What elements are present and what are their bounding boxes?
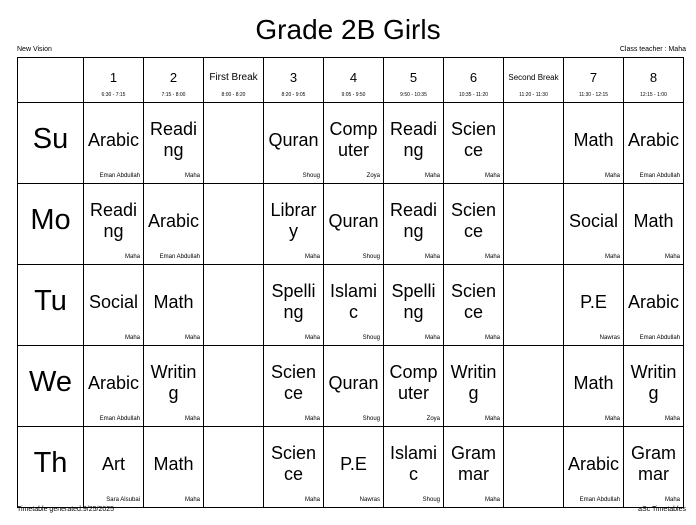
subject-line-1: Scien <box>450 281 497 301</box>
lesson-cell <box>384 103 444 184</box>
lesson-teacher: Maha <box>304 335 320 341</box>
lesson-teacher: Maha <box>304 497 320 503</box>
lesson-subject <box>384 443 443 485</box>
day-cell <box>18 103 84 184</box>
lesson-teacher: Maha <box>484 497 500 503</box>
lesson-cell <box>384 265 444 346</box>
lesson-subject <box>624 130 683 151</box>
lesson-subject <box>324 211 383 232</box>
period-header <box>324 58 384 103</box>
lesson-teacher: Maha <box>664 416 680 422</box>
day-name: Th <box>33 447 68 479</box>
lesson-cell <box>444 103 504 184</box>
timetable-grid <box>17 57 684 508</box>
subject-line-2: mar <box>458 464 489 484</box>
lesson-subject <box>264 130 323 151</box>
day-name: Tu <box>34 285 67 317</box>
lesson-teacher: Maha <box>484 335 500 341</box>
subject-line-1: Math <box>633 211 674 231</box>
lesson-teacher: Shoug <box>362 416 380 422</box>
lesson-teacher: Maha <box>604 254 620 260</box>
lesson-teacher: Eman Abdullah <box>639 173 680 179</box>
lesson-teacher: Maha <box>484 416 500 422</box>
lesson-teacher: Shoug <box>422 497 440 503</box>
lesson-cell <box>204 346 264 427</box>
period-header <box>84 58 144 103</box>
period-header <box>504 58 564 103</box>
period-time: 9:05 - 9:50 <box>341 92 366 98</box>
subject-line-2: uter <box>337 140 370 160</box>
lesson-subject <box>564 130 623 151</box>
lesson-cell <box>204 427 264 508</box>
period-time: 8:00 - 8:20 <box>221 92 246 98</box>
timetable-title: Grade 2B Girls <box>255 14 441 45</box>
subject-line-1: Readi <box>389 200 438 220</box>
lesson-teacher: Maha <box>484 254 500 260</box>
subject-line-1: Arabic <box>567 454 620 474</box>
period-header <box>264 58 324 103</box>
lesson-subject <box>384 362 443 404</box>
lesson-teacher: Maha <box>604 416 620 422</box>
lesson-subject <box>624 211 683 232</box>
period-time: 11:30 - 12:15 <box>578 92 609 98</box>
lesson-teacher: Eman Abdullah <box>639 335 680 341</box>
lesson-cell <box>84 427 144 508</box>
lesson-teacher: Maha <box>184 497 200 503</box>
lesson-subject <box>84 292 143 313</box>
subject-line-2: ng <box>103 221 124 241</box>
subject-line-2: c <box>349 302 358 322</box>
lesson-cell <box>264 265 324 346</box>
subject-line-2: ng <box>283 302 304 322</box>
lesson-teacher: Maha <box>184 416 200 422</box>
day-cell <box>18 427 84 508</box>
lesson-teacher: Maha <box>124 254 140 260</box>
subject-line-2: y <box>289 221 298 241</box>
lesson-cell <box>444 265 504 346</box>
day-name: Su <box>32 123 69 155</box>
subject-line-2: ce <box>463 140 483 160</box>
lesson-subject <box>624 362 683 404</box>
period-name: 1 <box>109 70 118 85</box>
day-cell <box>18 184 84 265</box>
lesson-cell <box>504 265 564 346</box>
lesson-cell <box>504 184 564 265</box>
lesson-teacher: Zoya <box>426 416 440 422</box>
lesson-cell <box>444 427 504 508</box>
lesson-cell <box>624 265 684 346</box>
subject-line-1: Gram <box>631 443 676 463</box>
lesson-cell <box>144 346 204 427</box>
period-name: 3 <box>289 70 298 85</box>
subject-line-1: Scien <box>450 119 497 139</box>
lesson-subject <box>564 292 623 313</box>
lesson-subject <box>144 292 203 313</box>
lesson-subject <box>384 200 443 242</box>
subject-line-2: g <box>468 383 479 403</box>
subject-line-1: Art <box>101 454 125 474</box>
lesson-teacher: Maha <box>304 254 320 260</box>
period-name: 8 <box>649 70 658 85</box>
lesson-subject <box>84 130 143 151</box>
day-name: Mo <box>30 204 71 236</box>
day-row <box>18 103 684 184</box>
period-time: 11:20 - 11:30 <box>519 92 548 98</box>
lesson-teacher: Maha <box>184 335 200 341</box>
subject-line-1: Spelli <box>271 281 316 301</box>
subject-line-1: P.E <box>340 454 367 474</box>
lesson-teacher: Maha <box>484 173 500 179</box>
lesson-subject <box>264 281 323 323</box>
lesson-cell <box>624 427 684 508</box>
lesson-cell <box>84 346 144 427</box>
lesson-cell <box>384 427 444 508</box>
lesson-cell <box>564 184 624 265</box>
period-name: 4 <box>349 70 358 85</box>
lesson-teacher: Zoya <box>366 173 380 179</box>
subject-line-2: ce <box>283 383 303 403</box>
subject-line-1: Scien <box>270 443 317 463</box>
subject-line-2: mar <box>638 464 669 484</box>
lesson-subject <box>144 454 203 475</box>
lesson-cell <box>324 346 384 427</box>
lesson-teacher: Maha <box>664 497 680 503</box>
subject-line-1: Comp <box>389 362 438 382</box>
generated-date: Timetable generated:9/25/2025 <box>17 506 115 513</box>
lesson-teacher: Eman Abdullah <box>159 254 200 260</box>
lesson-cell <box>144 265 204 346</box>
subject-line-1: Math <box>153 292 194 312</box>
day-cell <box>18 346 84 427</box>
lesson-teacher: Maha <box>664 254 680 260</box>
lesson-cell <box>204 265 264 346</box>
period-time: 10:35 - 11:20 <box>458 92 489 98</box>
subject-line-2: ng <box>403 221 424 241</box>
lesson-cell <box>624 103 684 184</box>
lesson-subject <box>444 443 503 485</box>
school-name: New Vision <box>17 46 52 53</box>
lesson-cell <box>444 346 504 427</box>
lesson-cell <box>144 103 204 184</box>
period-header <box>564 58 624 103</box>
lesson-cell <box>624 346 684 427</box>
lesson-subject <box>324 454 383 475</box>
subject-line-1: Librar <box>270 200 317 220</box>
lesson-cell <box>84 265 144 346</box>
lesson-teacher: Maha <box>184 173 200 179</box>
lesson-subject <box>144 119 203 161</box>
subject-line-1: Math <box>573 130 614 150</box>
subject-line-1: Quran <box>328 211 379 231</box>
lesson-subject <box>444 362 503 404</box>
subject-line-1: Math <box>573 373 614 393</box>
subject-line-1: P.E <box>580 292 607 312</box>
period-name: 6 <box>469 70 478 85</box>
lesson-teacher: Nawras <box>599 335 620 341</box>
period-name: Second Break <box>508 73 559 82</box>
subject-line-1: Math <box>153 454 194 474</box>
subject-line-1: Quran <box>268 130 319 150</box>
period-header <box>144 58 204 103</box>
subject-line-2: c <box>409 464 418 484</box>
lesson-teacher: Nawras <box>359 497 380 503</box>
subject-line-2: ng <box>403 302 424 322</box>
lesson-teacher: Maha <box>604 173 620 179</box>
lesson-subject <box>264 362 323 404</box>
subject-line-1: Comp <box>329 119 378 139</box>
lesson-teacher: Shoug <box>362 335 380 341</box>
day-row <box>18 346 684 427</box>
lesson-teacher: Shoug <box>302 173 320 179</box>
subject-line-1: Readi <box>389 119 438 139</box>
lesson-cell <box>84 103 144 184</box>
period-name: 2 <box>169 70 178 85</box>
lesson-cell <box>324 103 384 184</box>
lesson-cell <box>204 184 264 265</box>
lesson-cell <box>564 103 624 184</box>
subject-line-1: Scien <box>450 200 497 220</box>
lesson-subject <box>264 443 323 485</box>
period-name: 7 <box>589 70 598 85</box>
lesson-subject <box>324 281 383 323</box>
lesson-cell <box>564 427 624 508</box>
subject-line-1: Spelli <box>391 281 436 301</box>
lesson-cell <box>264 427 324 508</box>
subject-line-1: Writin <box>630 362 677 382</box>
subject-line-1: Social <box>88 292 139 312</box>
lesson-cell <box>324 427 384 508</box>
lesson-cell <box>504 103 564 184</box>
day-row <box>18 427 684 508</box>
lesson-cell <box>384 184 444 265</box>
subject-line-1: Quran <box>328 373 379 393</box>
period-header <box>444 58 504 103</box>
lesson-cell <box>504 427 564 508</box>
software-credit: aSc Timetables <box>638 506 686 513</box>
lesson-subject <box>84 454 143 475</box>
subject-line-2: g <box>648 383 659 403</box>
lesson-cell <box>564 346 624 427</box>
lesson-cell <box>444 184 504 265</box>
corner-cell <box>18 58 84 103</box>
lesson-cell <box>84 184 144 265</box>
lesson-subject <box>324 119 383 161</box>
lesson-teacher: Eman Abdullah <box>99 173 140 179</box>
class-teacher: Class teacher : Maha <box>619 46 686 53</box>
period-name: 5 <box>409 70 418 85</box>
lesson-teacher: Maha <box>124 335 140 341</box>
lesson-cell <box>264 346 324 427</box>
period-time: 7:15 - 8:00 <box>161 92 186 98</box>
period-time: 9:50 - 10:35 <box>400 92 427 98</box>
lesson-cell <box>264 103 324 184</box>
subject-line-1: Arabic <box>147 211 200 231</box>
lesson-subject <box>384 119 443 161</box>
lesson-cell <box>504 346 564 427</box>
subject-line-2: ng <box>163 140 184 160</box>
lesson-teacher: Maha <box>424 173 440 179</box>
day-row <box>18 265 684 346</box>
lesson-cell <box>564 265 624 346</box>
day-name: We <box>29 366 72 398</box>
lesson-cell <box>144 427 204 508</box>
subject-line-1: Social <box>568 211 619 231</box>
subject-line-2: ng <box>403 140 424 160</box>
day-cell <box>18 265 84 346</box>
subject-line-1: Writin <box>150 362 197 382</box>
lesson-cell <box>264 184 324 265</box>
subject-line-1: Arabic <box>87 130 140 150</box>
lesson-cell <box>324 184 384 265</box>
lesson-teacher: Eman Abdullah <box>99 416 140 422</box>
subject-line-2: ce <box>463 302 483 322</box>
day-row <box>18 184 684 265</box>
period-time: 6:30 - 7:15 <box>101 92 126 98</box>
subject-line-2: ce <box>463 221 483 241</box>
lesson-teacher: Maha <box>304 416 320 422</box>
lesson-cell <box>624 184 684 265</box>
lesson-teacher: Shoug <box>362 254 380 260</box>
period-header <box>384 58 444 103</box>
lesson-subject <box>384 281 443 323</box>
period-time: 8:20 - 9:05 <box>281 92 306 98</box>
lesson-cell <box>384 346 444 427</box>
lesson-teacher: Maha <box>424 335 440 341</box>
subject-line-1: Writin <box>450 362 497 382</box>
subject-line-1: Islami <box>389 443 437 463</box>
lesson-subject <box>84 373 143 394</box>
subject-line-1: Arabic <box>87 373 140 393</box>
lesson-teacher: Eman Abdullah <box>579 497 620 503</box>
lesson-cell <box>144 184 204 265</box>
subject-line-1: Readi <box>89 200 138 220</box>
subject-line-1: Readi <box>149 119 198 139</box>
period-header <box>624 58 684 103</box>
lesson-teacher: Sara Alsubai <box>106 497 140 503</box>
subject-line-1: Scien <box>270 362 317 382</box>
period-header <box>204 58 264 103</box>
subject-line-1: Arabic <box>627 292 680 312</box>
subject-line-2: g <box>168 383 179 403</box>
lesson-cell <box>324 265 384 346</box>
subject-line-1: Islami <box>329 281 377 301</box>
lesson-subject <box>444 119 503 161</box>
subject-line-1: Arabic <box>627 130 680 150</box>
lesson-cell <box>204 103 264 184</box>
lesson-subject <box>444 200 503 242</box>
lesson-subject <box>324 373 383 394</box>
lesson-teacher: Maha <box>424 254 440 260</box>
lesson-subject <box>144 362 203 404</box>
lesson-subject <box>84 200 143 242</box>
period-time: 12:15 - 1:00 <box>640 92 667 98</box>
lesson-subject <box>624 443 683 485</box>
lesson-subject <box>444 281 503 323</box>
subject-line-2: ce <box>283 464 303 484</box>
period-header-row <box>18 58 684 103</box>
lesson-subject <box>564 373 623 394</box>
lesson-subject <box>264 200 323 242</box>
subject-line-1: Gram <box>451 443 496 463</box>
period-name: First Break <box>209 72 258 83</box>
lesson-subject <box>144 211 203 232</box>
subject-line-2: uter <box>397 383 430 403</box>
lesson-subject <box>564 211 623 232</box>
lesson-subject <box>624 292 683 313</box>
lesson-subject <box>564 454 623 475</box>
